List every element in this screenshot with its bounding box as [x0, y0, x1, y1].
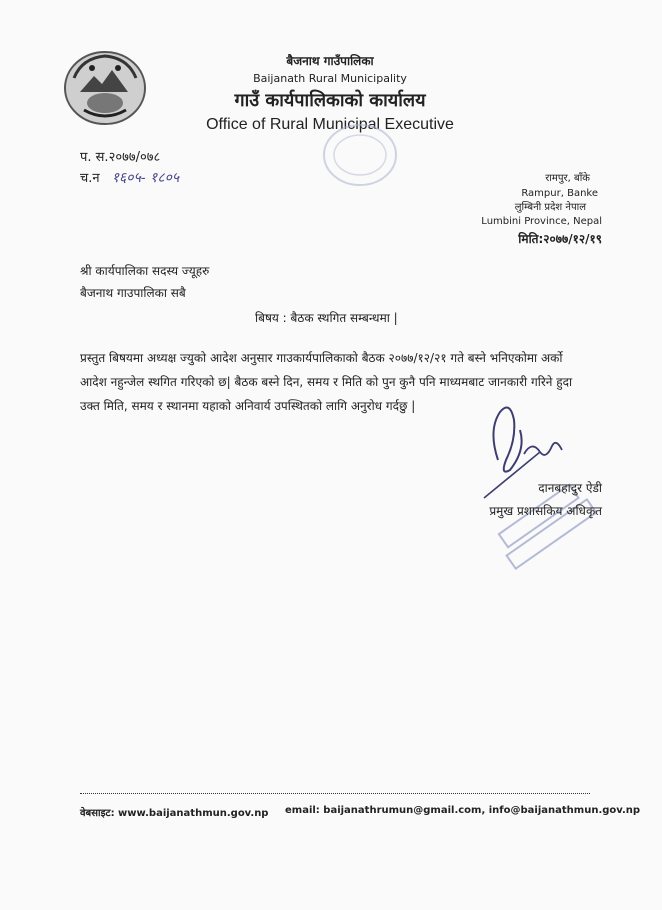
- province-line-np: लुम्बिनी प्रदेश नेपाल: [514, 202, 586, 213]
- address-line-np: रामपुर, बाँके: [545, 173, 590, 184]
- recipient-line-1: श्री कार्यपालिका सदस्य ज्यूहरु: [80, 264, 210, 278]
- subject-line: बिषय : बैठक स्थगित सम्बन्धमा |: [255, 311, 398, 325]
- signatory-title: प्रमुख प्रशासकिय अधिकृत: [489, 504, 602, 518]
- dispatch-number: [80, 168, 179, 187]
- office-title-np: गाउँ कार्यपालिकाको कार्यालय: [234, 90, 426, 111]
- recipient-line-2: बैजनाथ गाउपालिका सबै: [80, 286, 186, 300]
- province-line-en: Lumbini Province, Nepal: [481, 216, 602, 227]
- reference-number: प. स.२०७७/०७८: [80, 150, 161, 165]
- signatory-name: दानबहादुर ऐडी: [538, 481, 602, 495]
- dispatch-label: च.न: [80, 171, 100, 186]
- address-line-en: Rampur, Banke: [521, 188, 598, 199]
- nepal-emblem-icon: [62, 48, 148, 128]
- municipality-name-np: बैजनाथ गाउँपालिका: [286, 54, 374, 68]
- footer-divider: [80, 793, 590, 794]
- letter-date: मिति:२०७७/१२/१९: [518, 232, 602, 246]
- letter-body: प्रस्तुत बिषयमा अध्यक्ष ज्युको आदेश अनुसार गाउकार्यपालिकाको बैठक २०७७/१२/२१ गते बस्ने भनिएकोमा अर्को आदेश नहुन्जेल स्थगित गरिएको छ| बैठक बस्ने दिन, समय र मिति को पुन कुनै पनि माध्यमबाट जानकारी गरिने हुदा उक्त मिति, समय र स्थानमा यहाको अनिवार्य उपस्थितको लागि अनुरोध गर्दछु |: [80, 351, 573, 413]
- office-title-en: Office of Rural Municipal Executive: [206, 116, 454, 133]
- footer-website[interactable]: वेबसाइट: www.baijanathmun.gov.np: [80, 808, 269, 819]
- municipality-name-en: Baijanath Rural Municipality: [253, 72, 407, 85]
- office-stamp-icon: [320, 120, 400, 190]
- dispatch-number-handwritten: १६०५- १८०५: [111, 170, 180, 186]
- footer-email[interactable]: email: baijanathrumun@gmail.com, info@baijanathmun.gov.np: [285, 805, 641, 816]
